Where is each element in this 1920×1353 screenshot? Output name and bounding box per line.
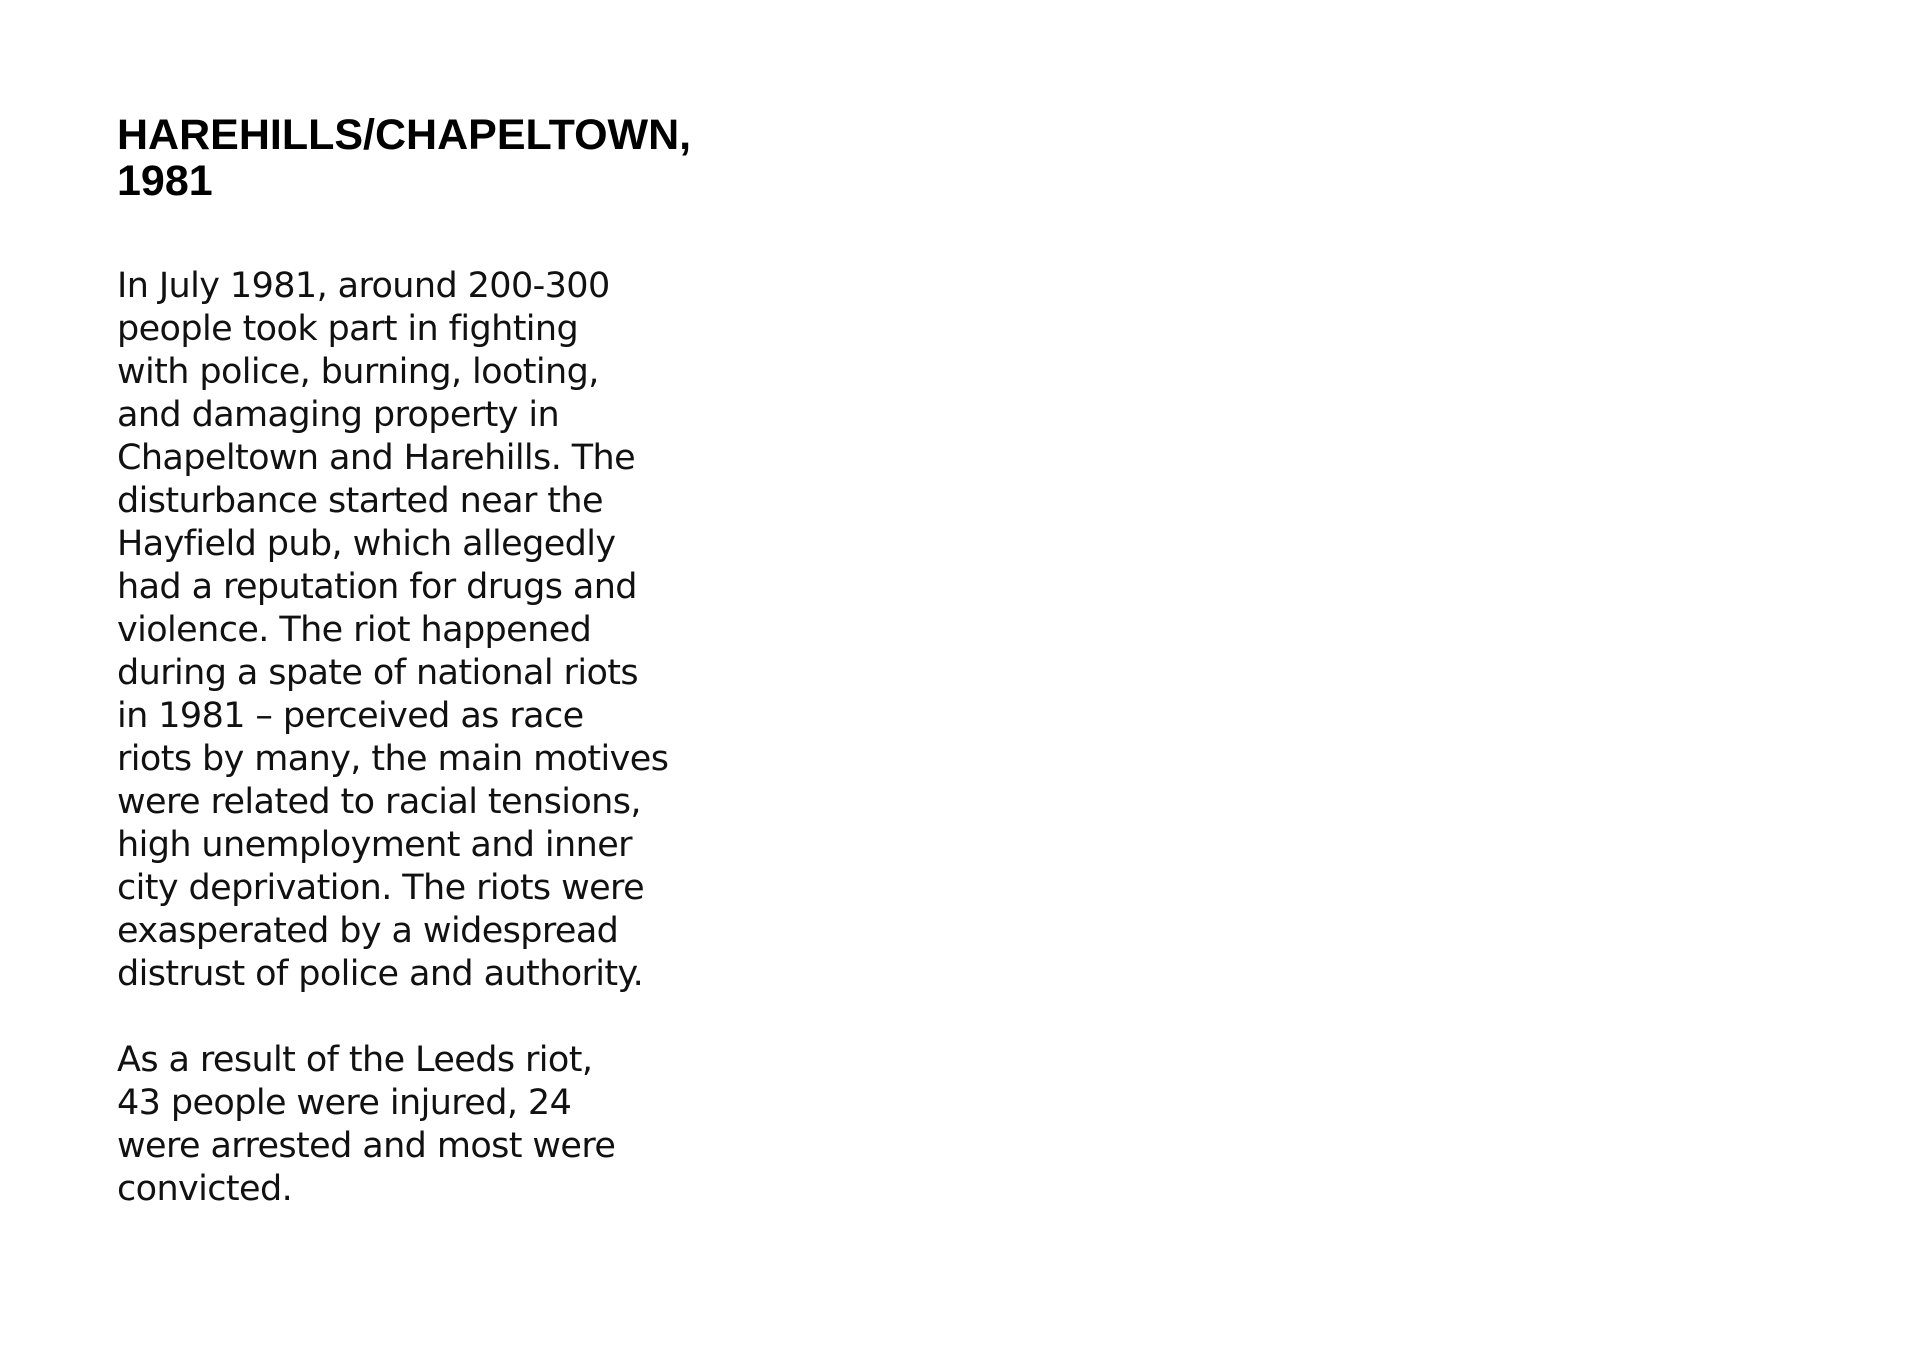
text-line: convicted. [117,1169,293,1209]
text-line: were arrested and most were [117,1126,616,1166]
text-line: riots by many, the main motives [117,739,669,779]
text-line: in 1981 – perceived as race [117,696,584,736]
text-line: violence. The riot happened [117,610,592,650]
text-line: had a reputation for drugs and [117,567,637,607]
text-line: with police, burning, looting, [117,352,599,392]
text-line: during a spate of national riots [117,653,639,693]
title-line: HAREHILLS/CHAPELTOWN, [117,111,692,159]
text-line: exasperated by a widespread [117,911,619,951]
title-line: 1981 [117,157,213,205]
text-line: were related to racial tensions, [117,782,641,822]
text-line: Hayfield pub, which allegedly [117,524,616,564]
text-line: people took part in fighting [117,309,579,349]
text-line: In July 1981, around 200-300 [117,266,610,306]
text-line: city deprivation. The riots were [117,868,645,908]
page-title [117,112,817,204]
text-line: 43 people were injured, 24 [117,1083,572,1123]
paragraph-2 [117,1039,817,1211]
body-text [117,265,817,1211]
text-line: high unemployment and inner [117,825,632,865]
document-page [117,112,817,1211]
paragraph-1 [117,265,817,996]
text-line: distrust of police and authority. [117,954,644,994]
text-line: disturbance started near the [117,481,603,521]
text-line: As a result of the Leeds riot, [117,1040,593,1080]
text-line: and damaging property in [117,395,560,435]
text-line: Chapeltown and Harehills. The [117,438,636,478]
